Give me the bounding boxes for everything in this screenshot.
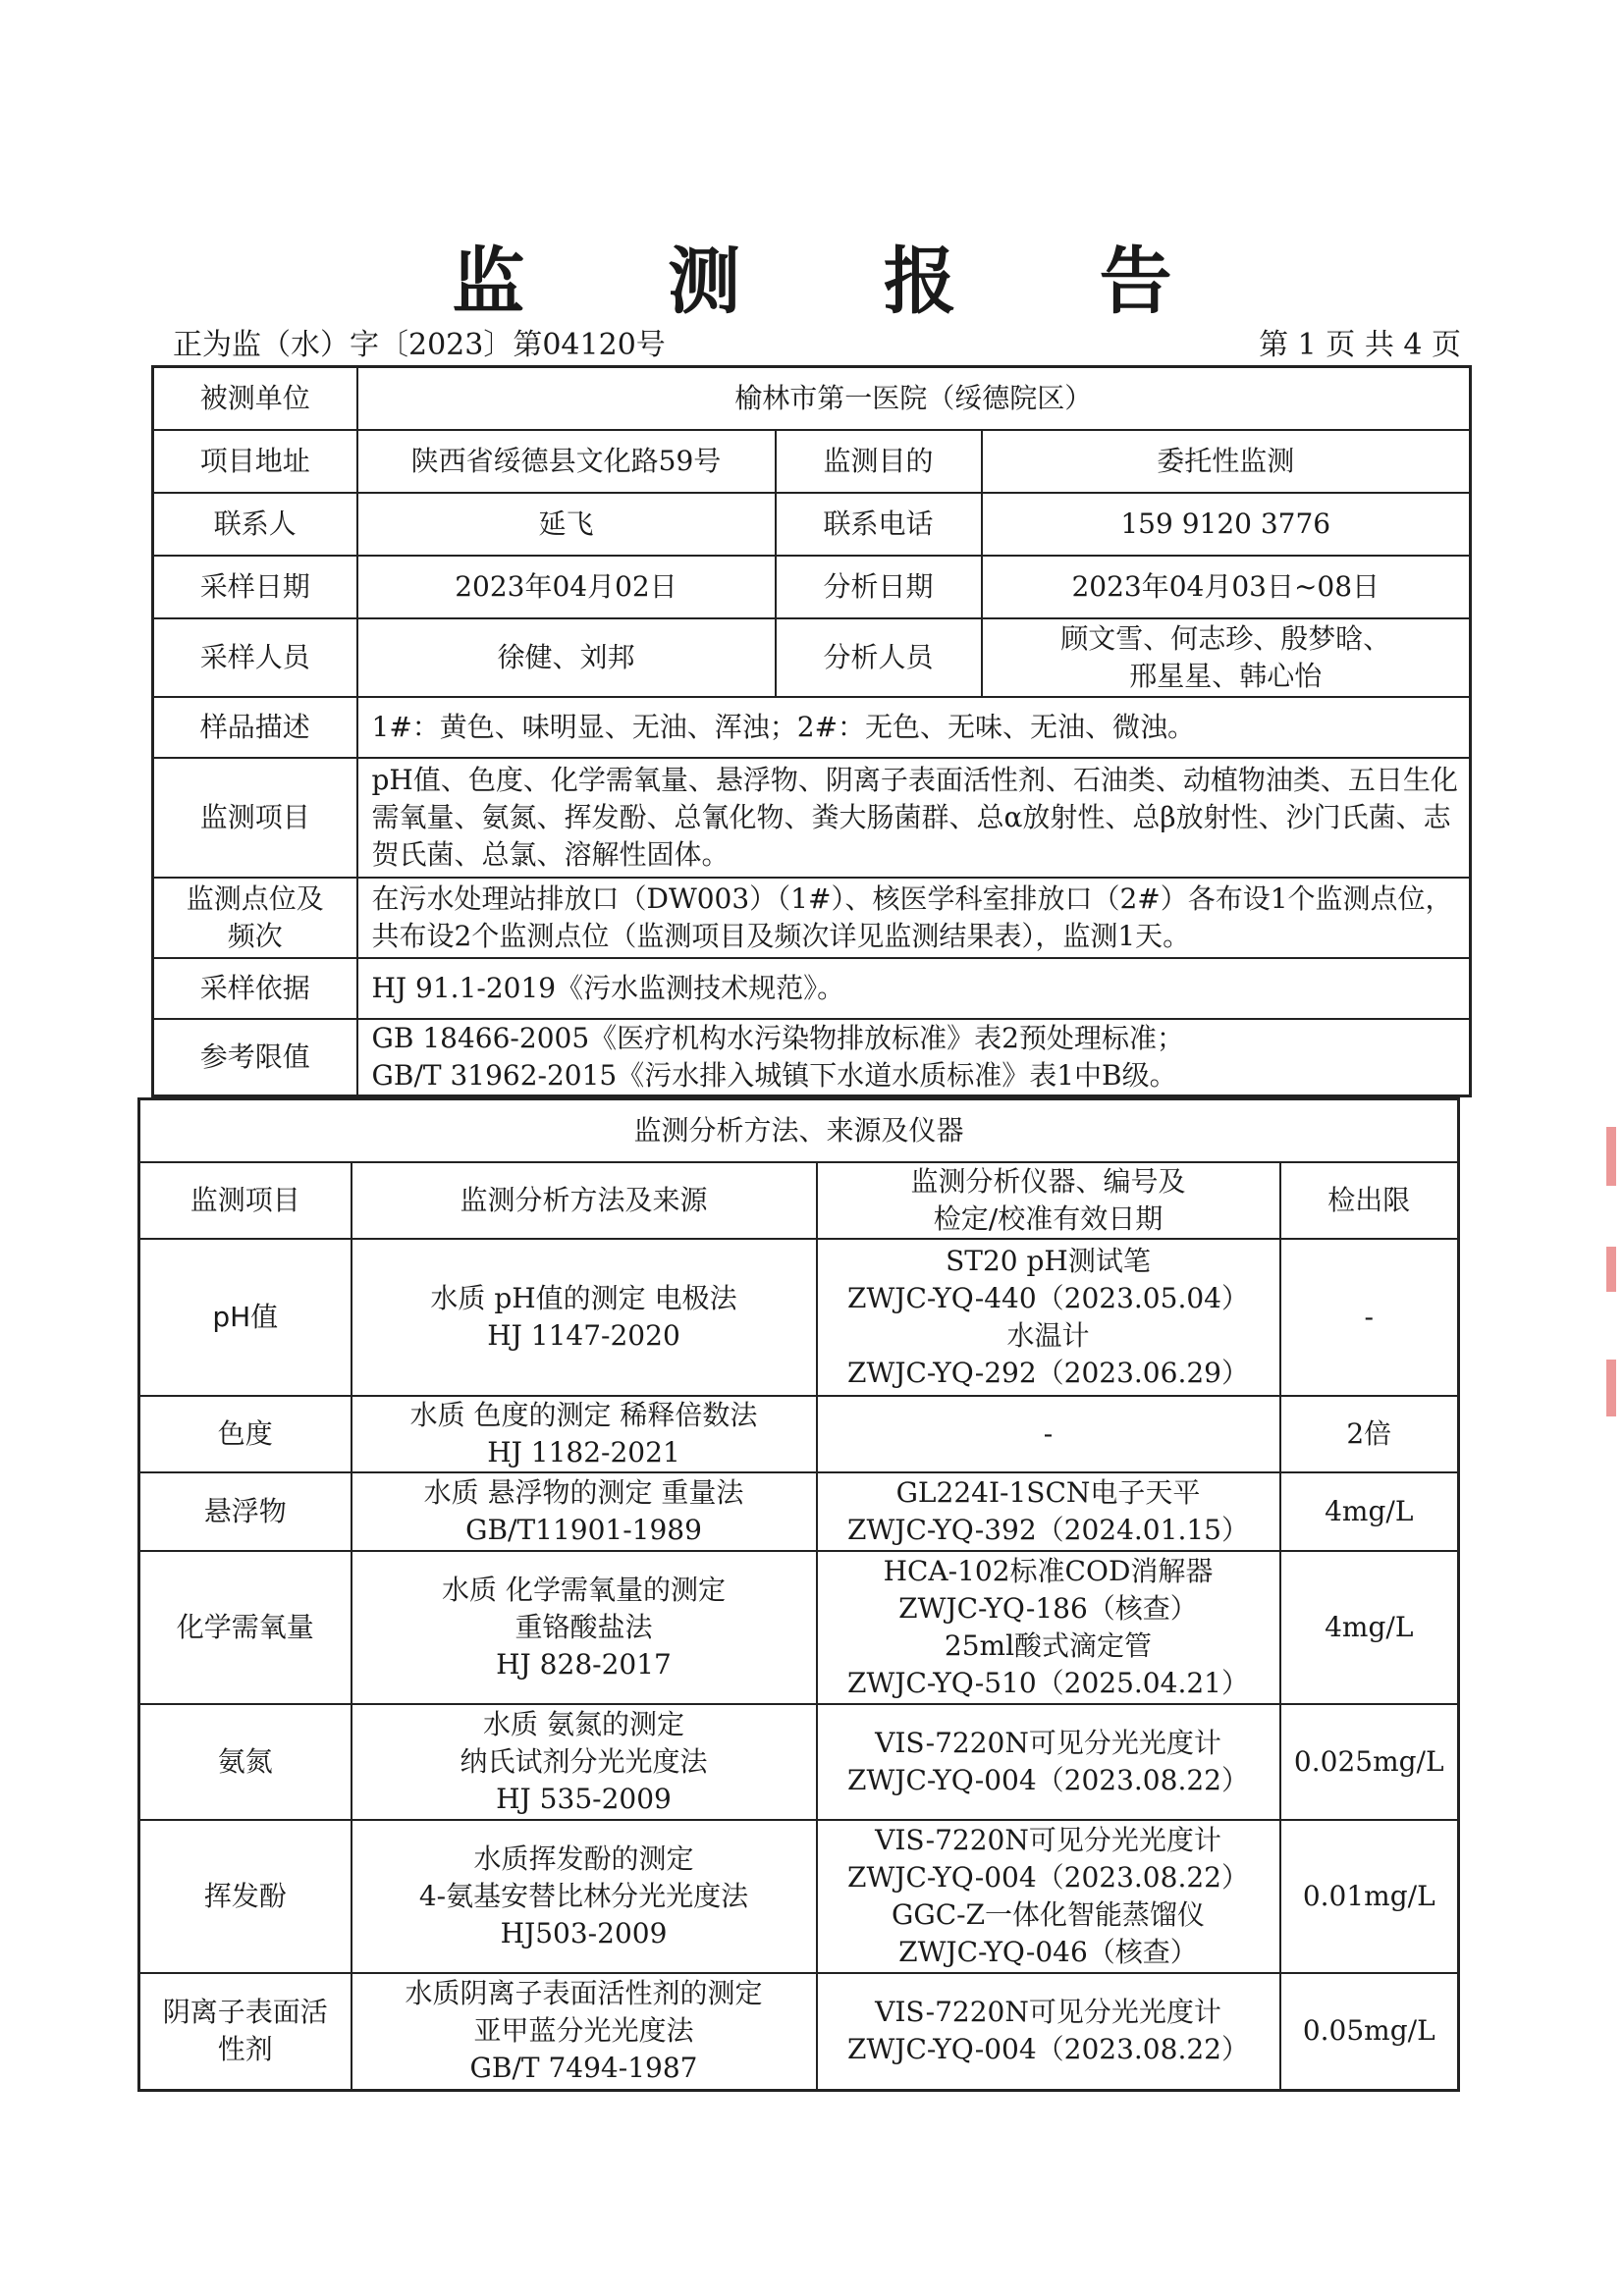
sampler-label: 采样人员 <box>153 618 357 697</box>
analyst-line: 邢星星、韩心怡 <box>1129 659 1323 692</box>
method-item-line: 性剂 <box>217 2033 273 2066</box>
method-item-line: pH值 <box>212 1300 279 1333</box>
analysis-date-value: 2023年04月03日~08日 <box>982 556 1471 618</box>
method-source-line: 亚甲蓝分光光度法 <box>473 2014 694 2048</box>
methods-section-title: 监测分析方法、来源及仪器 <box>139 1099 1459 1162</box>
method-instrument-line: ZWJC-YQ-510（2025.04.21） <box>847 1666 1249 1699</box>
method-item <box>139 1551 352 1704</box>
unit-label: 被测单位 <box>153 367 357 430</box>
method-item <box>139 1396 352 1472</box>
method-instrument <box>817 1472 1280 1551</box>
limit-line: GB/T 31962-2015《污水排入城镇下水道水质标准》表1中B级。 <box>371 1058 1177 1092</box>
contact-label: 联系人 <box>153 493 357 556</box>
method-source-line: 4-氨基安替比林分光光度法 <box>418 1879 749 1912</box>
method-source-line: 水质阴离子表面活性剂的测定 <box>405 1977 763 2010</box>
method-instrument <box>817 1820 1280 1973</box>
analyst-label: 分析人员 <box>776 618 982 697</box>
methods-table <box>137 1097 1460 2092</box>
header-method: 监测分析方法及来源 <box>352 1162 817 1239</box>
method-instrument-line: HCA-102标准COD消解器 <box>883 1554 1214 1587</box>
limit-line: GB 18466-2005《医疗机构水污染物排放标准》表2预处理标准； <box>371 1021 1184 1054</box>
header-instrument-line: 监测分析仪器、编号及 <box>910 1164 1186 1198</box>
analyst-line: 顾文雪、何志珍、殷梦晗、 <box>1060 621 1391 655</box>
points-label-line: 频次 <box>227 919 283 952</box>
header-limit: 检出限 <box>1280 1162 1459 1239</box>
method-source <box>352 1551 817 1704</box>
method-source-line: HJ 1147-2020 <box>487 1318 680 1352</box>
desc-label: 样品描述 <box>153 697 357 758</box>
table-row <box>139 1472 1459 1551</box>
method-source-line: 水质 氨氮的测定 <box>483 1707 684 1740</box>
method-source <box>352 1239 817 1396</box>
desc-value: 1#：黄色、味明显、无油、浑浊；2#：无色、无味、无油、微浊。 <box>357 697 1471 758</box>
sample-date-value: 2023年04月02日 <box>357 556 776 618</box>
stamp-edge-mark <box>1606 1127 1616 1186</box>
points-value: 在污水处理站排放口（DW003）（1#）、核医学科室排放口（2#）各布设1个监测点位，共布设2个监测点位（监测项目及频次详见监测结果表），监测1天。 <box>357 878 1471 958</box>
purpose-value: 委托性监测 <box>982 430 1471 493</box>
method-rows <box>139 1239 1459 2091</box>
method-item-line: 氨氮 <box>217 1744 273 1778</box>
method-instrument-line: ZWJC-YQ-046（核查） <box>898 1935 1198 1968</box>
method-instrument-line: - <box>1043 1416 1054 1450</box>
method-source <box>352 1820 817 1973</box>
address-label: 项目地址 <box>153 430 357 493</box>
address-value: 陕西省绥德县文化路59号 <box>357 430 776 493</box>
sample-date-label: 采样日期 <box>153 556 357 618</box>
stamp-edge-mark <box>1606 1360 1616 1416</box>
header-instrument-line: 检定/校准有效日期 <box>933 1201 1164 1235</box>
method-instrument <box>817 1396 1280 1472</box>
method-detection-limit: - <box>1280 1239 1459 1396</box>
method-source-line: 水质 色度的测定 稀释倍数法 <box>409 1398 758 1431</box>
method-item-line: 色度 <box>217 1416 273 1450</box>
method-instrument-line: VIS-7220N可见分光光度计 <box>875 1726 1221 1759</box>
method-instrument-line: 水温计 <box>1006 1318 1090 1352</box>
method-instrument <box>817 1551 1280 1704</box>
method-detection-limit: 0.01mg/L <box>1280 1820 1459 1973</box>
method-item-line: 挥发酚 <box>203 1879 287 1912</box>
method-instrument-line: ZWJC-YQ-004（2023.08.22） <box>847 1763 1249 1796</box>
method-instrument-line: VIS-7220N可见分光光度计 <box>875 1823 1221 1856</box>
basis-value: HJ 91.1-2019《污水监测技术规范》。 <box>357 958 1471 1019</box>
method-detection-limit: 4mg/L <box>1280 1551 1459 1704</box>
phone-label: 联系电话 <box>776 493 982 556</box>
method-instrument-line: GGC-Z一体化智能蒸馏仪 <box>891 1897 1206 1931</box>
phone-value: 159 9120 3776 <box>982 493 1471 556</box>
basis-label: 采样依据 <box>153 958 357 1019</box>
analyst-value <box>982 618 1471 697</box>
method-item <box>139 1472 352 1551</box>
unit-value: 榆林市第一医院（绥德院区） <box>357 367 1471 430</box>
method-source-line: 水质 pH值的测定 电极法 <box>430 1281 737 1314</box>
header-instrument <box>817 1162 1280 1239</box>
method-instrument-line: ZWJC-YQ-440（2023.05.04） <box>847 1281 1249 1314</box>
report-title: 监 测 报 告 <box>452 240 1231 324</box>
limit-value <box>357 1019 1471 1096</box>
method-instrument-line: 25ml酸式滴定管 <box>944 1629 1153 1662</box>
method-source-line: HJ503-2009 <box>500 1916 668 1949</box>
method-instrument-line: ZWJC-YQ-392（2024.01.15） <box>847 1513 1249 1546</box>
method-item <box>139 1239 352 1396</box>
method-instrument-line: GL224I-1SCN电子天平 <box>895 1475 1201 1509</box>
method-source-line: GB/T 7494-1987 <box>469 2052 698 2085</box>
points-label <box>153 878 357 958</box>
method-source-line: 水质 化学需氧量的测定 <box>442 1573 726 1606</box>
method-item <box>139 1973 352 2091</box>
contact-value: 延飞 <box>357 493 776 556</box>
table-row <box>139 1973 1459 2091</box>
table-row <box>139 1704 1459 1820</box>
method-instrument <box>817 1973 1280 2091</box>
report-number: 正为监（水）字〔2023〕第04120号 <box>173 328 666 362</box>
method-instrument-line: VIS-7220N可见分光光度计 <box>875 1996 1221 2029</box>
analysis-date-label: 分析日期 <box>776 556 982 618</box>
method-item <box>139 1704 352 1820</box>
method-instrument <box>817 1239 1280 1396</box>
points-label-line: 监测点位及 <box>186 881 324 915</box>
method-source-line: 水质 悬浮物的测定 重量法 <box>423 1475 744 1509</box>
method-source-line: HJ 828-2017 <box>496 1647 672 1681</box>
method-instrument-line: ZWJC-YQ-004（2023.08.22） <box>847 1860 1249 1894</box>
purpose-label: 监测目的 <box>776 430 982 493</box>
items-label: 监测项目 <box>153 758 357 878</box>
method-detection-limit: 0.025mg/L <box>1280 1704 1459 1820</box>
method-detection-limit: 2倍 <box>1280 1396 1459 1472</box>
method-instrument-line: ZWJC-YQ-186（核查） <box>898 1591 1198 1625</box>
info-table <box>151 365 1472 1097</box>
method-instrument <box>817 1704 1280 1820</box>
method-detection-limit: 0.05mg/L <box>1280 1973 1459 2091</box>
method-instrument-line: ZWJC-YQ-004（2023.08.22） <box>847 2033 1249 2066</box>
method-source <box>352 1704 817 1820</box>
method-item-line: 阴离子表面活 <box>162 1996 328 2029</box>
header-item: 监测项目 <box>139 1162 352 1239</box>
method-source-line: 水质挥发酚的测定 <box>473 1842 694 1875</box>
table-row <box>139 1820 1459 1973</box>
method-source <box>352 1973 817 2091</box>
table-row <box>139 1551 1459 1704</box>
method-source <box>352 1396 817 1472</box>
items-value: pH值、色度、化学需氧量、悬浮物、阴离子表面活性剂、石油类、动植物油类、五日生化需氧量、氨氮、挥发酚、总氰化物、粪大肠菌群、总α放射性、总β放射性、沙门氏菌、志贺氏菌、总氯、溶解性固体。 <box>357 758 1471 878</box>
sampler-value: 徐健、刘邦 <box>357 618 776 697</box>
table-row <box>139 1396 1459 1472</box>
method-item-line: 化学需氧量 <box>176 1610 314 1643</box>
stamp-edge-mark <box>1606 1247 1616 1292</box>
method-item-line: 悬浮物 <box>203 1494 287 1527</box>
method-source-line: HJ 535-2009 <box>496 1782 672 1815</box>
method-source-line: HJ 1182-2021 <box>487 1435 680 1468</box>
limit-label: 参考限值 <box>153 1019 357 1096</box>
table-row <box>139 1239 1459 1396</box>
page-info: 第 1 页 共 4 页 <box>1259 328 1461 362</box>
method-source-line: GB/T11901-1989 <box>465 1513 702 1546</box>
method-source-line: 重铬酸盐法 <box>514 1610 653 1643</box>
method-item <box>139 1820 352 1973</box>
method-instrument-line: ST20 pH测试笔 <box>946 1244 1151 1277</box>
method-source <box>352 1472 817 1551</box>
method-source-line: 纳氏试剂分光光度法 <box>460 1744 708 1778</box>
method-instrument-line: ZWJC-YQ-292（2023.06.29） <box>847 1356 1249 1389</box>
method-detection-limit: 4mg/L <box>1280 1472 1459 1551</box>
